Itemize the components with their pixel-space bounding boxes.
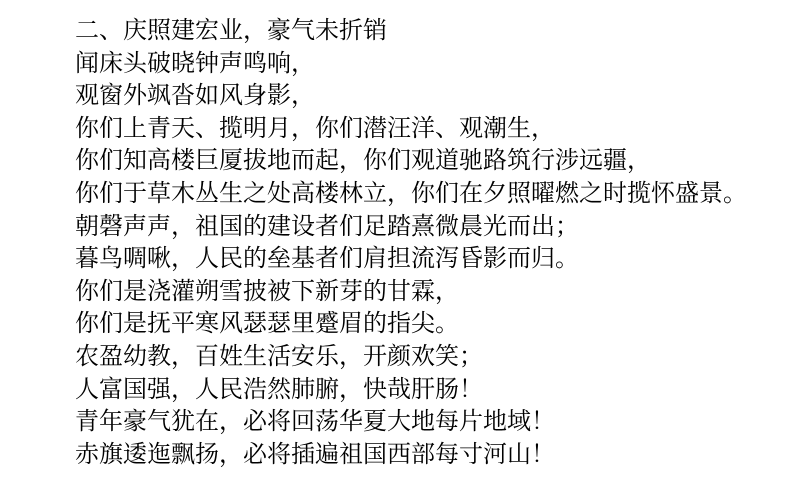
poem-line: 农盈幼教，百姓生活安乐，开颜欢笑； xyxy=(75,342,483,370)
poem-line: 你们是浇灌朔雪披被下新芽的甘霖， xyxy=(75,277,459,305)
poem-line: 暮鸟啁啾，人民的垒基者们肩担流泻昏影而归。 xyxy=(75,245,579,273)
poem-line: 你们知高楼巨厦拔地而起，你们观道驰路筑行涉远疆， xyxy=(75,147,651,175)
poem-line: 赤旗逶迤飘扬，必将插遍祖国西部每寸河山！ xyxy=(75,440,555,468)
poem-line: 你们于草木丛生之处高楼林立，你们在夕照曜燃之时揽怀盛景。 xyxy=(75,179,747,207)
poem-line: 人富国强，人民浩然肺腑，快哉肝肠！ xyxy=(75,375,483,403)
poem-line: 青年豪气犹在，必将回荡华夏大地每片地域！ xyxy=(75,408,555,436)
poem-section-title: 二、庆照建宏业，豪气未折销 xyxy=(75,17,387,44)
poem-line: 朝磬声声，祖国的建设者们足踏熹微晨光而出； xyxy=(75,212,579,240)
poem-line: 闻床头破晓钟声鸣响， xyxy=(75,49,315,77)
poem-line: 你们是抚平寒风瑟瑟里蹙眉的指尖。 xyxy=(75,310,459,338)
poem-line: 你们上青天、揽明月，你们潜汪洋、观潮生， xyxy=(75,114,555,142)
poem-line: 观窗外飒沓如风身影， xyxy=(75,82,315,110)
